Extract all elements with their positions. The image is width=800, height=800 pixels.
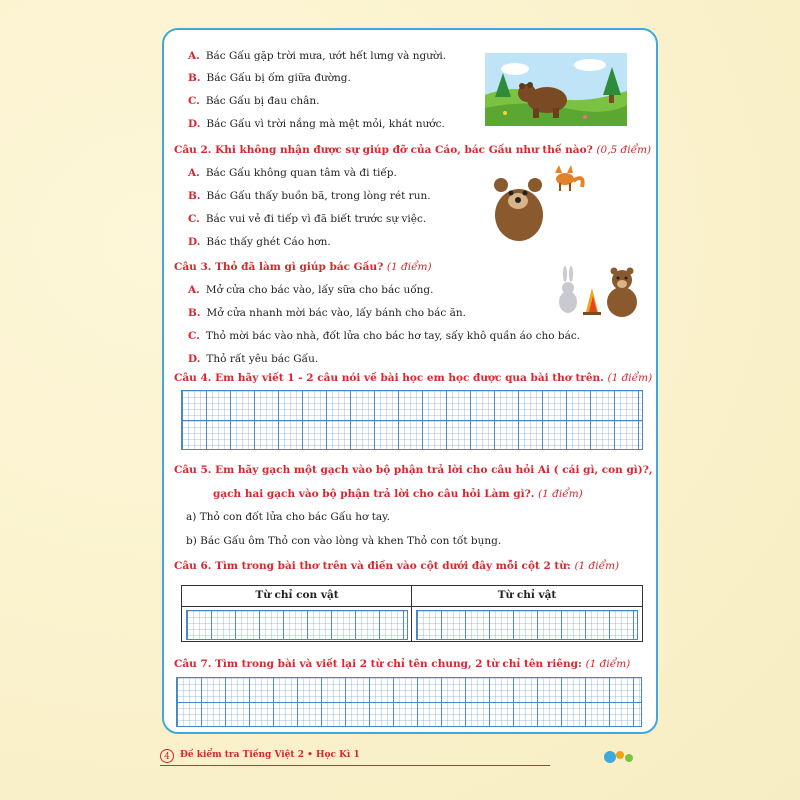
q5-title-line2: gạch hai gạch vào bộ phận trả lời cho câu hỏi Làm gì?. (1 điểm) (213, 488, 583, 500)
publisher-logo-icon (603, 747, 635, 767)
q2-option-b: B. Bác Gấu thấy buồn bã, trong lòng rét run. (188, 190, 431, 202)
q1-option-c: C. Bác Gấu bị đau chân. (188, 95, 320, 107)
q4-grid-divider (181, 420, 643, 421)
bear-meadow-illustration (485, 53, 627, 126)
q6-objects-answer-grid[interactable] (416, 610, 638, 640)
q1-option-d: D. Bác Gấu vì trời nắng mà mệt mỏi, khát nước. (188, 118, 445, 130)
footer-book-title: Đề kiểm tra Tiếng Việt 2 • Học Kì 1 (180, 750, 360, 760)
page-number: 4 (160, 749, 174, 763)
q6-header-animals: Từ chỉ con vật (255, 589, 339, 601)
q3-option-b: B. Mở cửa nhanh mời bác vào, lấy bánh cho bác ăn. (188, 307, 466, 319)
q2-title: Câu 2. Khi không nhận được sự giúp đỡ của Cáo, bác Gấu như thế nào? (0,5 điểm) (174, 144, 652, 156)
q4-title: Câu 4. Em hãy viết 1 - 2 câu nói về bài học em học được qua bài thơ trên. (1 điểm) (174, 372, 653, 384)
q5-item-b: b) Bác Gấu ôm Thỏ con vào lòng và khen Thỏ con tốt bụng. (186, 535, 502, 547)
q6-title: Câu 6. Tìm trong bài thơ trên và điền vào cột dưới đây mỗi cột 2 từ: (1 điểm) (174, 560, 620, 572)
q2-option-d: D. Bác thấy ghét Cáo hơn. (188, 236, 331, 248)
q2-option-a: A. Bác Gấu không quan tâm và đi tiếp. (188, 167, 397, 179)
q3-title: Câu 3. Thỏ đã làm gì giúp bác Gấu? (1 điểm) (174, 261, 432, 273)
q6-animals-answer-grid[interactable] (186, 610, 408, 640)
q5-item-a: a) Thỏ con đốt lửa cho bác Gấu hơ tay. (186, 511, 391, 523)
q3-option-a: A. Mở cửa cho bác vào, lấy sữa cho bác uống. (188, 284, 434, 296)
q5-title-line1: Câu 5. Em hãy gạch một gạch vào bộ phận trả lời cho câu hỏi Ai ( cái gì, con gì)?, (174, 464, 653, 476)
q3-option-c: C. Thỏ mời bác vào nhà, đốt lửa cho bác hơ tay, sấy khô quần áo cho bác. (188, 330, 581, 342)
q3-option-d: D. Thỏ rất yêu bác Gấu. (188, 353, 319, 365)
q2-option-c: C. Bác vui vẻ đi tiếp vì đã biết trước sự việc. (188, 213, 427, 225)
q6-header-objects: Từ chỉ vật (497, 589, 557, 601)
q1-option-a: A. Bác Gấu gặp trời mưa, ướt hết lưng và người. (188, 50, 447, 62)
bear-fox-illustration (487, 163, 587, 243)
q7-grid-divider (176, 702, 642, 703)
footer-rule (160, 765, 550, 766)
q1-option-b: B. Bác Gấu bị ốm giữa đường. (188, 72, 351, 84)
rabbit-fire-bear-illustration (556, 262, 640, 318)
q6-table (181, 585, 643, 642)
q7-title: Câu 7. Tìm trong bài và viết lại 2 từ chỉ tên chung, 2 từ chỉ tên riêng: (1 điểm) (174, 658, 631, 670)
